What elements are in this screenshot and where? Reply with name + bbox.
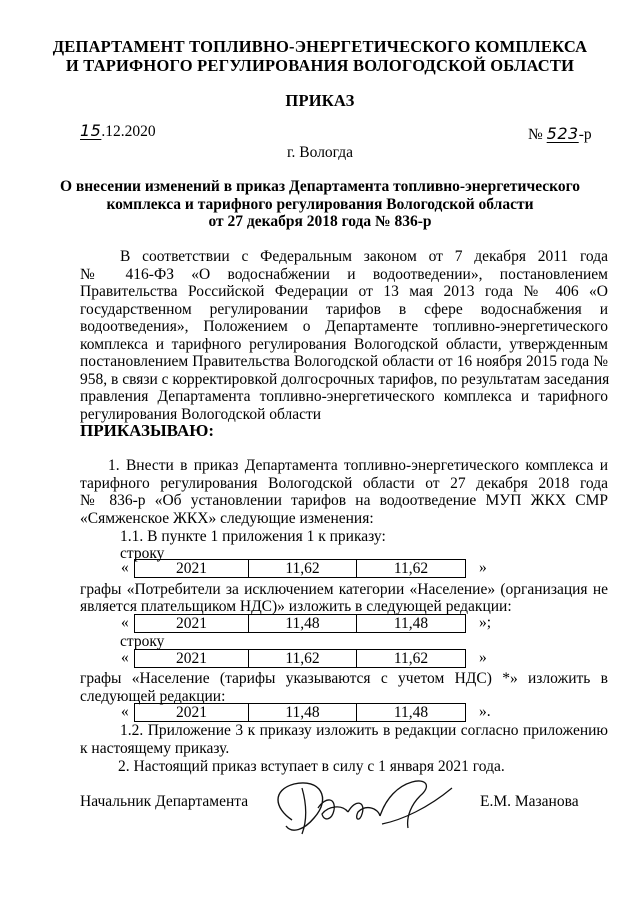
open-quote: «: [121, 559, 129, 576]
tariff-value-2: 11,48: [393, 704, 429, 721]
tariff-row: [134, 559, 466, 578]
close-quote: »: [479, 649, 487, 666]
item2: 2. Настоящий приказ вступает в силу с 1 января 2021 года.: [118, 758, 505, 775]
word-row: строку: [120, 545, 165, 562]
close-quote: »;: [479, 614, 492, 631]
tariff-row: [134, 703, 466, 722]
number-suffix: -р: [578, 126, 592, 143]
graph1-line: является плательщиком НДС)» изложить в следующей редакции:: [80, 598, 512, 615]
tariff-value-1: 11,48: [249, 615, 357, 632]
item1-2-line: 1.2. Приложение 3 к приказу изложить в редакции согласно приложению: [120, 722, 608, 739]
tariff-year: 2021: [135, 650, 249, 667]
department-name-line-2: И ТАРИФНОГО РЕГУЛИРОВАНИЯ ВОЛОГОДСКОЙ ОБЛАСТИ: [65, 56, 575, 75]
tariff-year: 2021: [135, 704, 249, 721]
order-number: [528, 124, 592, 144]
order-word: ПРИКАЗЫВАЮ:: [80, 421, 215, 440]
number-prefix: №: [528, 126, 543, 143]
preamble-line: водоотведения», Положением о Департаменте топливно-энергетического: [80, 318, 608, 335]
tariff-year: 2021: [135, 615, 249, 632]
tariff-value-2: 11,62: [393, 650, 429, 667]
preamble-line: регулирования Вологодской области: [80, 406, 322, 423]
item1-line: 1. Внести в приказ Департамента топливно-энергетического комплекса и: [108, 457, 608, 474]
preamble-line: № 416-ФЗ «О водоснабжении и водоотведении», постановлением: [80, 266, 608, 283]
department-name-line-1: ДЕПАРТАМЕНТ ТОПЛИВНО-ЭНЕРГЕТИЧЕСКОГО КОМПЛЕКСА: [52, 37, 588, 56]
tariff-value-1: 11,48: [249, 704, 357, 721]
preamble-line: правления Департамента топливно-энергетического комплекса и тарифного: [80, 388, 608, 405]
date-day: 15: [80, 121, 102, 140]
date-rest: .12.2020: [101, 123, 156, 140]
open-quote: «: [121, 703, 129, 720]
tariff-row: [134, 614, 466, 633]
tariff-row: [134, 649, 466, 668]
preamble-line: государственном регулировании тарифов в сфере водоснабжения и: [80, 301, 608, 318]
handwritten-signature: [262, 768, 462, 848]
signature-position: Начальник Департамента: [80, 793, 249, 810]
order-date: [80, 121, 156, 141]
document-type: ПРИКАЗ: [285, 91, 355, 110]
word-row: строку: [120, 633, 165, 650]
title-line-2: комплекса и тарифного регулирования Вологодской области: [106, 196, 534, 213]
open-quote: «: [121, 649, 129, 666]
graph2-line: следующей редакции:: [80, 688, 226, 705]
close-quote: »: [479, 559, 487, 576]
tariff-value-2: 11,48: [393, 615, 429, 632]
tariff-year: 2021: [135, 560, 249, 577]
title-line-1: О внесении изменений в приказ Департамента топливно-энергетического: [59, 178, 581, 195]
item1-line: № 836-р «Об установлении тарифов на водоотведение МУП ЖКХ СМР: [80, 492, 608, 509]
item1-2-line: к настоящему приказу.: [80, 740, 230, 757]
preamble-line: В соответствии с Федеральным законом от 7 декабря 2011 года: [120, 248, 608, 265]
signatory-name: Е.М. Мазанова: [480, 793, 579, 810]
graph2-line: графы «Население (тарифы указываются с учетом НДС) *» изложить в: [80, 670, 608, 687]
tariff-value-2: 11,62: [393, 560, 429, 577]
city: г. Вологда: [286, 144, 354, 161]
tariff-value-1: 11,62: [249, 650, 357, 667]
preamble-line: Правительства Российской Федерации от 13 мая 2013 года № 406 «О: [80, 283, 608, 300]
preamble-line: постановлением Правительства Вологодской области от 16 ноября 2015 года №: [80, 353, 608, 370]
preamble-line: комплекса и тарифного регулирования Вологодской области, утвержденным: [80, 336, 608, 353]
tariff-value-1: 11,62: [249, 560, 357, 577]
open-quote: «: [121, 614, 129, 631]
number-value: 523: [546, 124, 579, 143]
title-line-3: от 27 декабря 2018 года № 836-р: [208, 213, 432, 230]
graph1-line: графы «Потребители за исключением категории «Население» (организация не: [80, 581, 608, 598]
item1-line: тарифного регулирования Вологодской области от 27 декабря 2018 года: [80, 475, 608, 492]
preamble-line: 958, в связи с корректировкой долгосрочных тарифов, по результатам заседания: [80, 371, 610, 388]
close-quote: ».: [479, 703, 491, 720]
item1-1: 1.1. В пункте 1 приложения 1 к приказу:: [120, 528, 386, 545]
item1-line: «Сямженское ЖКХ» следующие изменения:: [80, 510, 374, 527]
